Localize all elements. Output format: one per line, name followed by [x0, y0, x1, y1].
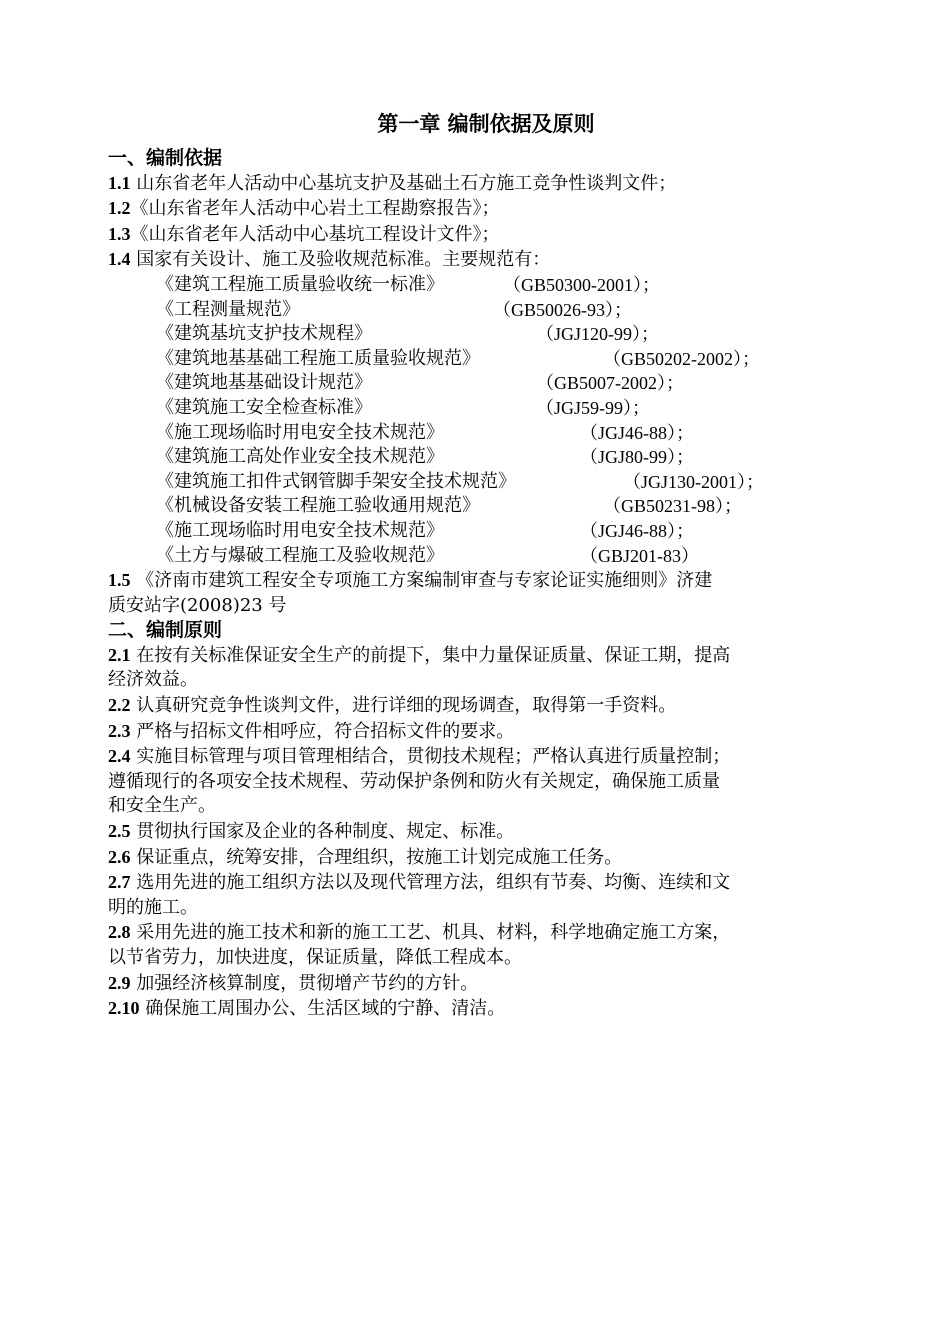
- item-text: 保证重点，统筹安排，合理组织，按施工计划完成施工任务。: [130, 846, 623, 868]
- item-number: 2.3: [108, 720, 131, 741]
- item-1-5: [108, 568, 864, 594]
- principle-item: [108, 693, 864, 719]
- standard-name: 《建筑基坑支护技术规程》: [156, 323, 372, 345]
- document-page: [108, 108, 864, 1022]
- standard-row: [108, 519, 864, 544]
- standard-code: （GB50231-98）；: [603, 496, 742, 517]
- item-number: 2.1: [108, 644, 131, 665]
- standard-row: [108, 347, 864, 372]
- item-number: 1.4: [108, 249, 131, 270]
- item-text: 确保施工周围办公、生活区域的宁静、清洁。: [139, 998, 506, 1020]
- item-number: 1.3: [108, 223, 131, 244]
- standard-row: [108, 273, 864, 298]
- standard-name: 《建筑地基基础工程施工质量验收规范》: [156, 347, 480, 369]
- item-number: 2.7: [108, 872, 131, 893]
- item-number: 1.2: [108, 198, 131, 219]
- standard-name: 《建筑施工安全检查标准》: [156, 396, 372, 418]
- standard-name: 《施工现场临时用电安全技术规范》: [156, 519, 444, 541]
- standard-name: 《土方与爆破工程施工及验收规范》: [156, 544, 444, 566]
- standard-name: 《工程测量规范》: [156, 298, 300, 320]
- item-text: 以节省劳力，加快进度，保证质量，降低工程成本。: [108, 947, 522, 968]
- principle-item: [108, 744, 864, 770]
- principle-item-continuation: [108, 668, 864, 693]
- standard-code: （JGJ59-99）；: [536, 397, 651, 418]
- item-text: 明的施工。: [108, 896, 198, 918]
- principle-item: [108, 819, 864, 845]
- standard-code: （GBJ201-83）: [580, 545, 700, 566]
- principle-item-continuation: [108, 770, 864, 795]
- item-text: 和安全生产。: [108, 795, 216, 817]
- standard-name: 《建筑施工高处作业安全技术规范》: [156, 446, 444, 468]
- item-number: 2.5: [108, 821, 131, 842]
- item-text: 选用先进的施工组织方法以及现代管理方法，组织有节奏、均衡、连续和文: [130, 872, 731, 894]
- principle-item: [108, 643, 864, 669]
- standard-row: [108, 298, 864, 323]
- item-text: 《山东省老年人活动中心基坑工程设计文件》；: [130, 223, 500, 245]
- standard-name: 《机械设备安装工程施工验收通用规范》: [156, 495, 480, 517]
- principle-item-continuation: [108, 946, 864, 971]
- standard-name: 《建筑工程施工质量验收统一标准》: [156, 273, 444, 295]
- item-text: 《山东省老年人活动中心岩土工程勘察报告》；: [130, 198, 500, 220]
- item-number: 2.4: [108, 746, 131, 767]
- principle-item: [108, 845, 864, 871]
- item-text: 贯彻执行国家及企业的各种制度、规定、标准。: [130, 821, 515, 843]
- item-1-2: [108, 196, 864, 222]
- principles-list: [108, 643, 864, 1022]
- item-text: 认真研究竞争性谈判文件，进行详细的现场调查，取得第一手资料。: [130, 695, 677, 717]
- principle-item: [108, 920, 864, 946]
- standard-code: （GB50202-2002）；: [603, 348, 760, 369]
- item-number: 2.6: [108, 846, 131, 867]
- standard-code: （JGJ46-88）；: [580, 520, 695, 541]
- standard-name: 《建筑施工扣件式钢管脚手架安全技术规范》: [156, 470, 516, 492]
- standard-code: （JGJ80-99）；: [580, 447, 695, 468]
- item-text: 实施目标管理与项目管理相结合，贯彻技术规程；严格认真进行质量控制；: [130, 746, 731, 768]
- item-text: 经济效益。: [108, 669, 198, 691]
- item-text: 国家有关设计、施工及验收规范标准。主要规范有：: [130, 249, 551, 271]
- standard-row: [108, 544, 864, 569]
- item-1-1: [108, 171, 864, 197]
- item-1-4: [108, 247, 864, 273]
- item-number: 2.8: [108, 922, 131, 943]
- principle-item: [108, 719, 864, 745]
- standard-row: [108, 421, 864, 446]
- chapter-title: 第一章 编制依据及原则: [377, 112, 595, 136]
- section-heading-basis: 一、编制依据: [108, 147, 223, 169]
- item-text: 严格与招标文件相呼应，符合招标文件的要求。: [130, 720, 515, 742]
- standard-code: （GB50026-93）；: [493, 299, 632, 320]
- standard-code: （JGJ46-88）；: [580, 422, 695, 443]
- item-text: 加强经济核算制度，贯彻增产节约的方针。: [130, 972, 479, 994]
- item-number: 1.5: [108, 570, 131, 591]
- standard-name: 《施工现场临时用电安全技术规范》: [156, 421, 444, 443]
- item-text: 在按有关标准保证安全生产的前提下，集中力量保证质量、保证工期，提高: [130, 644, 731, 666]
- standard-code: （GB5007-2002）；: [536, 373, 684, 394]
- principle-item: [108, 870, 864, 896]
- item-number: 2.2: [108, 695, 131, 716]
- principle-item: [108, 996, 864, 1022]
- principle-item-continuation: [108, 794, 864, 819]
- item-text: 山东省老年人活动中心基坑支护及基础土石方施工竞争性谈判文件；: [130, 172, 677, 194]
- item-number: 1.1: [108, 172, 131, 193]
- standard-name: 《建筑地基基础设计规范》: [156, 372, 372, 394]
- standard-row: [108, 371, 864, 396]
- item-text: 《济南市建筑工程安全专项施工方案编制审查与专家论证实施细则》济建: [130, 570, 713, 592]
- item-text: 采用先进的施工技术和新的施工工艺、机具、材料，科学地确定施工方案，: [130, 922, 731, 944]
- standard-code: （GB50300-2001）；: [503, 274, 660, 295]
- item-text: 遵循现行的各项安全技术规程、劳动保护条例和防火有关规定，确保施工质量: [108, 770, 720, 792]
- standard-row: [108, 494, 864, 519]
- standards-list: [108, 273, 864, 568]
- standard-row: [108, 396, 864, 421]
- item-number: 2.9: [108, 972, 131, 993]
- section-heading-principles: 二、编制原则: [108, 619, 223, 642]
- item-number: 2.10: [108, 998, 140, 1019]
- standard-row: [108, 445, 864, 470]
- item-1-3: [108, 222, 864, 248]
- item-1-5-continuation: 质安站字(2008)23 号: [108, 594, 287, 616]
- principle-item-continuation: [108, 896, 864, 921]
- standard-code: （JGJ130-2001）；: [623, 471, 765, 492]
- standard-row: [108, 470, 864, 495]
- standard-row: [108, 322, 864, 347]
- principle-item: [108, 971, 864, 997]
- standard-code: （JGJ120-99）；: [536, 324, 660, 345]
